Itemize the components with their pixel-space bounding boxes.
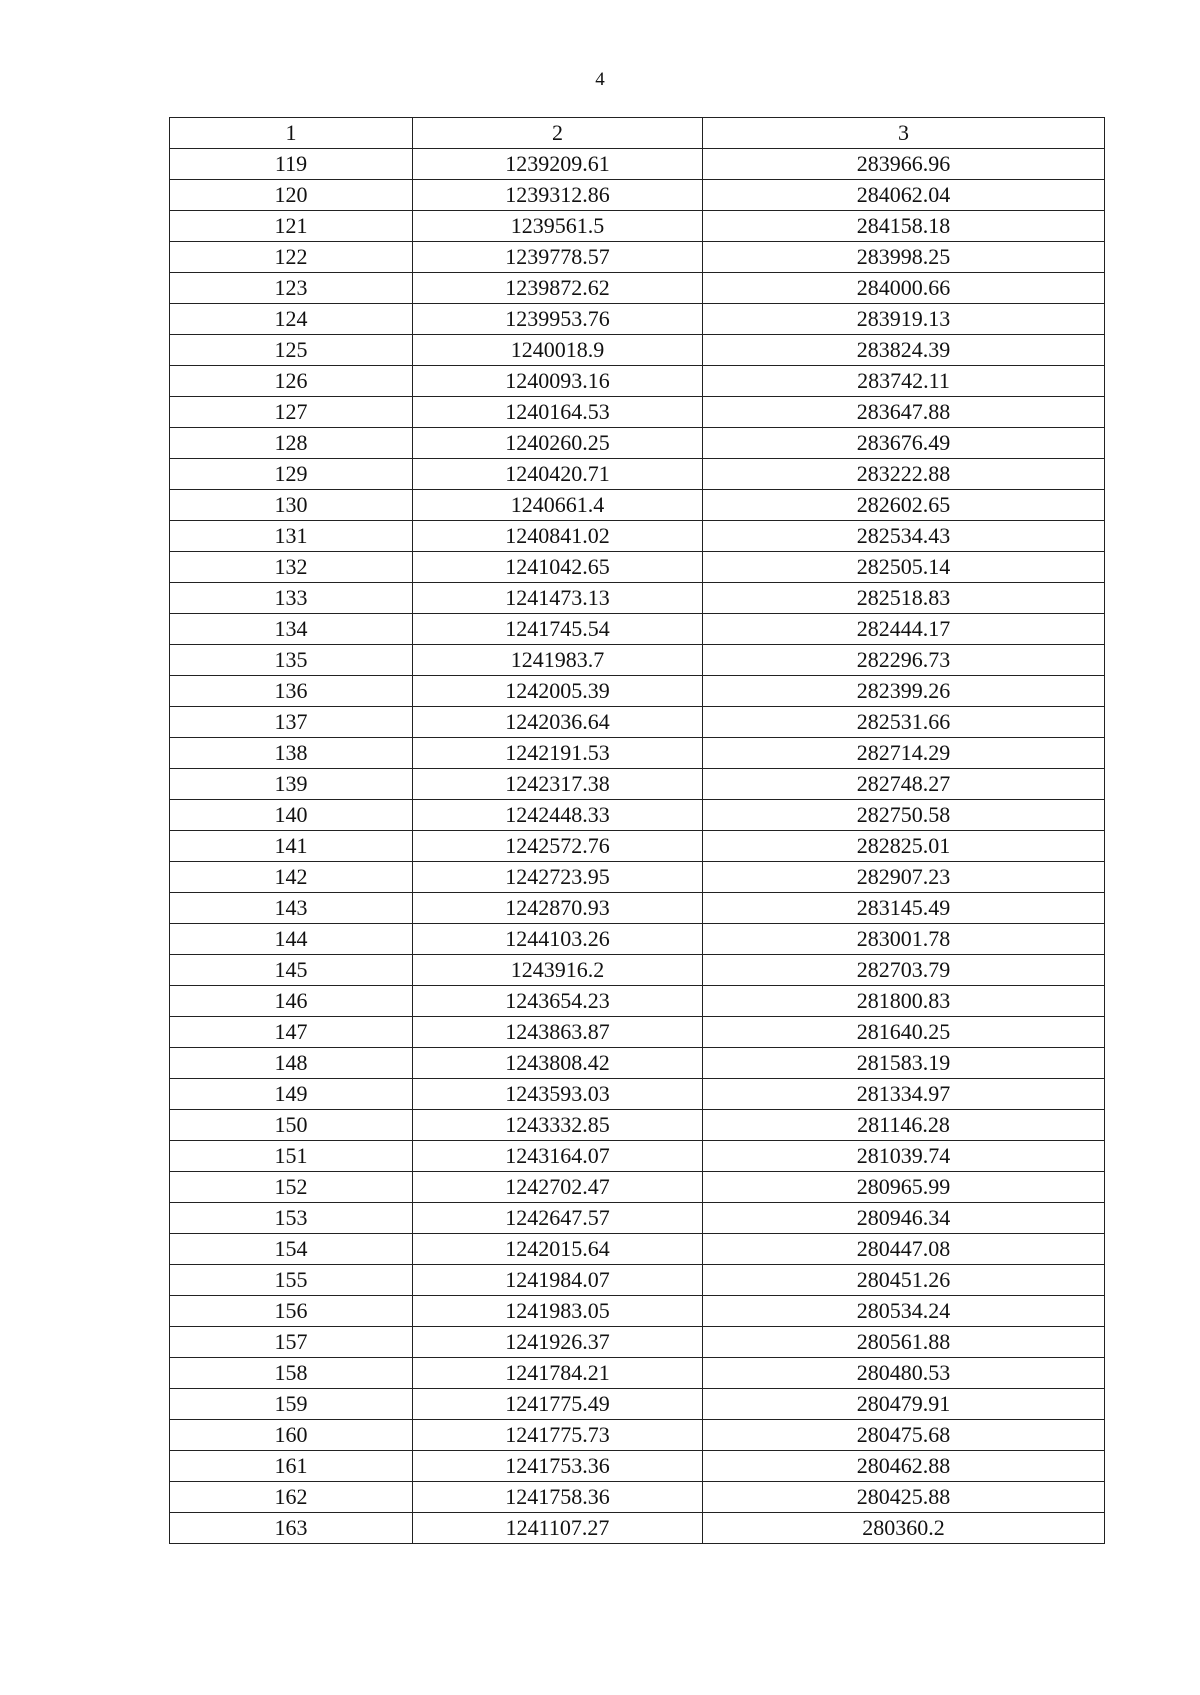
x-coordinate-cell: 1241758.36 <box>413 1482 703 1513</box>
y-coordinate-cell: 282703.79 <box>703 955 1105 986</box>
y-coordinate-cell: 281334.97 <box>703 1079 1105 1110</box>
table-row <box>170 955 1105 986</box>
point-number-cell: 124 <box>170 304 413 335</box>
table-row <box>170 242 1105 273</box>
point-number-cell: 134 <box>170 614 413 645</box>
y-coordinate-cell: 283145.49 <box>703 893 1105 924</box>
column-header-2: 2 <box>413 118 703 149</box>
y-coordinate-cell: 283001.78 <box>703 924 1105 955</box>
point-number-cell: 131 <box>170 521 413 552</box>
x-coordinate-cell: 1242317.38 <box>413 769 703 800</box>
y-coordinate-cell: 281039.74 <box>703 1141 1105 1172</box>
x-coordinate-cell: 1242191.53 <box>413 738 703 769</box>
point-number-cell: 142 <box>170 862 413 893</box>
y-coordinate-cell: 284062.04 <box>703 180 1105 211</box>
y-coordinate-cell: 283647.88 <box>703 397 1105 428</box>
table-row <box>170 676 1105 707</box>
table-row <box>170 1327 1105 1358</box>
table-row <box>170 986 1105 1017</box>
x-coordinate-cell: 1243164.07 <box>413 1141 703 1172</box>
table-row <box>170 552 1105 583</box>
table-row <box>170 149 1105 180</box>
table-row <box>170 1358 1105 1389</box>
x-coordinate-cell: 1244103.26 <box>413 924 703 955</box>
point-number-cell: 163 <box>170 1513 413 1544</box>
point-number-cell: 127 <box>170 397 413 428</box>
y-coordinate-cell: 280480.53 <box>703 1358 1105 1389</box>
y-coordinate-cell: 283742.11 <box>703 366 1105 397</box>
table-row <box>170 614 1105 645</box>
point-number-cell: 129 <box>170 459 413 490</box>
y-coordinate-cell: 281640.25 <box>703 1017 1105 1048</box>
point-number-cell: 136 <box>170 676 413 707</box>
point-number-cell: 147 <box>170 1017 413 1048</box>
point-number-cell: 122 <box>170 242 413 273</box>
x-coordinate-cell: 1241983.05 <box>413 1296 703 1327</box>
point-number-cell: 146 <box>170 986 413 1017</box>
table-row <box>170 490 1105 521</box>
x-coordinate-cell: 1240018.9 <box>413 335 703 366</box>
x-coordinate-cell: 1240260.25 <box>413 428 703 459</box>
point-number-cell: 135 <box>170 645 413 676</box>
table-row <box>170 645 1105 676</box>
x-coordinate-cell: 1241775.73 <box>413 1420 703 1451</box>
point-number-cell: 152 <box>170 1172 413 1203</box>
point-number-cell: 156 <box>170 1296 413 1327</box>
y-coordinate-cell: 284158.18 <box>703 211 1105 242</box>
y-coordinate-cell: 283824.39 <box>703 335 1105 366</box>
y-coordinate-cell: 281583.19 <box>703 1048 1105 1079</box>
point-number-cell: 126 <box>170 366 413 397</box>
y-coordinate-cell: 282602.65 <box>703 490 1105 521</box>
y-coordinate-cell: 280462.88 <box>703 1451 1105 1482</box>
point-number-cell: 140 <box>170 800 413 831</box>
table-row <box>170 831 1105 862</box>
y-coordinate-cell: 282518.83 <box>703 583 1105 614</box>
y-coordinate-cell: 283222.88 <box>703 459 1105 490</box>
y-coordinate-cell: 280534.24 <box>703 1296 1105 1327</box>
point-number-cell: 125 <box>170 335 413 366</box>
x-coordinate-cell: 1239953.76 <box>413 304 703 335</box>
table-row <box>170 1265 1105 1296</box>
point-number-cell: 157 <box>170 1327 413 1358</box>
table-row <box>170 1389 1105 1420</box>
table-row <box>170 1017 1105 1048</box>
x-coordinate-cell: 1242015.64 <box>413 1234 703 1265</box>
x-coordinate-cell: 1242723.95 <box>413 862 703 893</box>
y-coordinate-cell: 283919.13 <box>703 304 1105 335</box>
point-number-cell: 128 <box>170 428 413 459</box>
point-number-cell: 154 <box>170 1234 413 1265</box>
table-row <box>170 459 1105 490</box>
point-number-cell: 139 <box>170 769 413 800</box>
table-row <box>170 335 1105 366</box>
table-row <box>170 924 1105 955</box>
x-coordinate-cell: 1243593.03 <box>413 1079 703 1110</box>
x-coordinate-cell: 1241775.49 <box>413 1389 703 1420</box>
point-number-cell: 153 <box>170 1203 413 1234</box>
x-coordinate-cell: 1240841.02 <box>413 521 703 552</box>
y-coordinate-cell: 282534.43 <box>703 521 1105 552</box>
y-coordinate-cell: 282505.14 <box>703 552 1105 583</box>
table-row <box>170 1110 1105 1141</box>
table-row <box>170 1482 1105 1513</box>
x-coordinate-cell: 1242870.93 <box>413 893 703 924</box>
table-row <box>170 1203 1105 1234</box>
y-coordinate-cell: 284000.66 <box>703 273 1105 304</box>
point-number-cell: 150 <box>170 1110 413 1141</box>
point-number-cell: 148 <box>170 1048 413 1079</box>
table-row <box>170 893 1105 924</box>
x-coordinate-cell: 1242647.57 <box>413 1203 703 1234</box>
table-row <box>170 273 1105 304</box>
x-coordinate-cell: 1239312.86 <box>413 180 703 211</box>
point-number-cell: 137 <box>170 707 413 738</box>
page-number: 4 <box>595 69 605 90</box>
table-row <box>170 738 1105 769</box>
point-number-cell: 120 <box>170 180 413 211</box>
table-row <box>170 521 1105 552</box>
y-coordinate-cell: 280479.91 <box>703 1389 1105 1420</box>
table-row <box>170 180 1105 211</box>
x-coordinate-cell: 1242036.64 <box>413 707 703 738</box>
table-header-row <box>170 118 1105 149</box>
point-number-cell: 144 <box>170 924 413 955</box>
point-number-cell: 151 <box>170 1141 413 1172</box>
point-number-cell: 162 <box>170 1482 413 1513</box>
y-coordinate-cell: 283998.25 <box>703 242 1105 273</box>
table-row <box>170 862 1105 893</box>
table-row <box>170 1296 1105 1327</box>
y-coordinate-cell: 280946.34 <box>703 1203 1105 1234</box>
y-coordinate-cell: 280451.26 <box>703 1265 1105 1296</box>
table-row <box>170 366 1105 397</box>
x-coordinate-cell: 1241042.65 <box>413 552 703 583</box>
table-row <box>170 769 1105 800</box>
table-row <box>170 397 1105 428</box>
y-coordinate-cell: 283676.49 <box>703 428 1105 459</box>
y-coordinate-cell: 282825.01 <box>703 831 1105 862</box>
table-row <box>170 304 1105 335</box>
point-number-cell: 149 <box>170 1079 413 1110</box>
point-number-cell: 161 <box>170 1451 413 1482</box>
point-number-cell: 119 <box>170 149 413 180</box>
x-coordinate-cell: 1240093.16 <box>413 366 703 397</box>
point-number-cell: 141 <box>170 831 413 862</box>
y-coordinate-cell: 281800.83 <box>703 986 1105 1017</box>
y-coordinate-cell: 282907.23 <box>703 862 1105 893</box>
table-row <box>170 1451 1105 1482</box>
point-number-cell: 143 <box>170 893 413 924</box>
column-header-3: 3 <box>703 118 1105 149</box>
point-number-cell: 155 <box>170 1265 413 1296</box>
x-coordinate-cell: 1241784.21 <box>413 1358 703 1389</box>
point-number-cell: 138 <box>170 738 413 769</box>
y-coordinate-cell: 281146.28 <box>703 1110 1105 1141</box>
table-row <box>170 211 1105 242</box>
y-coordinate-cell: 282714.29 <box>703 738 1105 769</box>
y-coordinate-cell: 282750.58 <box>703 800 1105 831</box>
table-row <box>170 428 1105 459</box>
table-row <box>170 800 1105 831</box>
table-body <box>170 149 1105 1544</box>
x-coordinate-cell: 1241745.54 <box>413 614 703 645</box>
y-coordinate-cell: 282444.17 <box>703 614 1105 645</box>
x-coordinate-cell: 1239778.57 <box>413 242 703 273</box>
coordinates-table <box>169 117 1105 1544</box>
point-number-cell: 130 <box>170 490 413 521</box>
point-number-cell: 158 <box>170 1358 413 1389</box>
x-coordinate-cell: 1243916.2 <box>413 955 703 986</box>
x-coordinate-cell: 1243808.42 <box>413 1048 703 1079</box>
table-row <box>170 1234 1105 1265</box>
point-number-cell: 133 <box>170 583 413 614</box>
x-coordinate-cell: 1240661.4 <box>413 490 703 521</box>
y-coordinate-cell: 280360.2 <box>703 1513 1105 1544</box>
x-coordinate-cell: 1241926.37 <box>413 1327 703 1358</box>
table-row <box>170 1172 1105 1203</box>
table-row <box>170 1048 1105 1079</box>
y-coordinate-cell: 283966.96 <box>703 149 1105 180</box>
point-number-cell: 145 <box>170 955 413 986</box>
y-coordinate-cell: 280561.88 <box>703 1327 1105 1358</box>
x-coordinate-cell: 1240164.53 <box>413 397 703 428</box>
y-coordinate-cell: 282296.73 <box>703 645 1105 676</box>
point-number-cell: 160 <box>170 1420 413 1451</box>
x-coordinate-cell: 1239872.62 <box>413 273 703 304</box>
y-coordinate-cell: 280475.68 <box>703 1420 1105 1451</box>
table-row <box>170 707 1105 738</box>
table-row <box>170 583 1105 614</box>
table-row <box>170 1513 1105 1544</box>
x-coordinate-cell: 1242702.47 <box>413 1172 703 1203</box>
x-coordinate-cell: 1240420.71 <box>413 459 703 490</box>
x-coordinate-cell: 1243332.85 <box>413 1110 703 1141</box>
point-number-cell: 123 <box>170 273 413 304</box>
x-coordinate-cell: 1241984.07 <box>413 1265 703 1296</box>
y-coordinate-cell: 282399.26 <box>703 676 1105 707</box>
table-row <box>170 1079 1105 1110</box>
point-number-cell: 132 <box>170 552 413 583</box>
x-coordinate-cell: 1241983.7 <box>413 645 703 676</box>
point-number-cell: 159 <box>170 1389 413 1420</box>
column-header-1: 1 <box>170 118 413 149</box>
y-coordinate-cell: 280965.99 <box>703 1172 1105 1203</box>
x-coordinate-cell: 1241107.27 <box>413 1513 703 1544</box>
x-coordinate-cell: 1239209.61 <box>413 149 703 180</box>
y-coordinate-cell: 282748.27 <box>703 769 1105 800</box>
table-row <box>170 1420 1105 1451</box>
table-row <box>170 1141 1105 1172</box>
x-coordinate-cell: 1241753.36 <box>413 1451 703 1482</box>
x-coordinate-cell: 1241473.13 <box>413 583 703 614</box>
x-coordinate-cell: 1243863.87 <box>413 1017 703 1048</box>
point-number-cell: 121 <box>170 211 413 242</box>
x-coordinate-cell: 1242448.33 <box>413 800 703 831</box>
x-coordinate-cell: 1242572.76 <box>413 831 703 862</box>
x-coordinate-cell: 1239561.5 <box>413 211 703 242</box>
y-coordinate-cell: 280447.08 <box>703 1234 1105 1265</box>
y-coordinate-cell: 282531.66 <box>703 707 1105 738</box>
x-coordinate-cell: 1243654.23 <box>413 986 703 1017</box>
y-coordinate-cell: 280425.88 <box>703 1482 1105 1513</box>
x-coordinate-cell: 1242005.39 <box>413 676 703 707</box>
